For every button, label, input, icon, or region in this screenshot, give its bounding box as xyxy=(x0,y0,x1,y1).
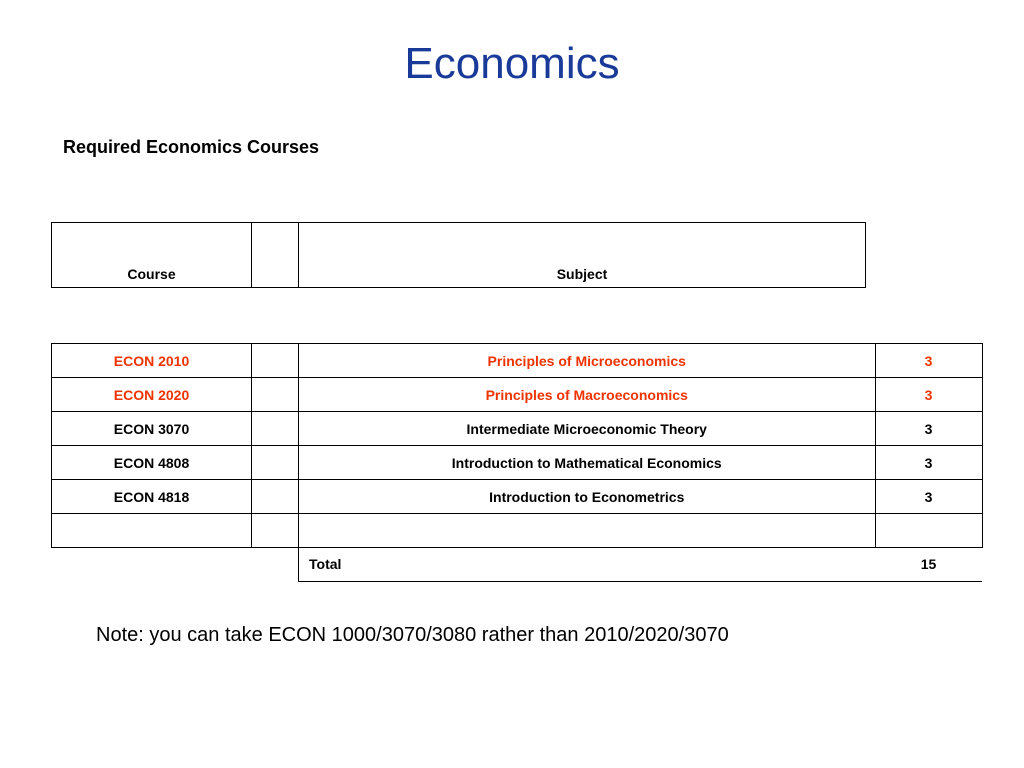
header-course: Course xyxy=(52,223,252,288)
table-row xyxy=(52,378,983,412)
total-value: 15 xyxy=(875,548,982,582)
table-row xyxy=(52,412,983,446)
course-blank xyxy=(252,412,299,446)
course-blank xyxy=(252,480,299,514)
course-code: ECON 2020 xyxy=(52,378,252,412)
course-blank xyxy=(252,344,299,378)
course-code xyxy=(52,514,252,548)
table-row xyxy=(52,514,983,548)
courses-table xyxy=(51,343,983,582)
header-blank xyxy=(252,223,299,288)
course-subject: Principles of Macroeconomics xyxy=(299,378,876,412)
course-code: ECON 2010 xyxy=(52,344,252,378)
course-subject: Principles of Microeconomics xyxy=(299,344,876,378)
table-row xyxy=(52,446,983,480)
course-credits: 3 xyxy=(875,480,982,514)
total-label: Total xyxy=(299,548,876,582)
course-code: ECON 4808 xyxy=(52,446,252,480)
course-code: ECON 4818 xyxy=(52,480,252,514)
course-subject xyxy=(299,514,876,548)
course-credits: 3 xyxy=(875,446,982,480)
section-subtitle: Required Economics Courses xyxy=(63,137,320,157)
course-blank xyxy=(252,446,299,480)
slide-title: Economics xyxy=(404,39,620,88)
header-row xyxy=(52,223,866,288)
course-credits: 3 xyxy=(875,378,982,412)
table-row xyxy=(52,480,983,514)
course-code: ECON 3070 xyxy=(52,412,252,446)
course-credits: 3 xyxy=(875,412,982,446)
table-row xyxy=(52,344,983,378)
course-rows xyxy=(52,344,983,582)
course-subject: Intermediate Microeconomic Theory xyxy=(299,412,876,446)
total-spacer xyxy=(52,548,299,582)
course-subject: Introduction to Econometrics xyxy=(299,480,876,514)
course-credits xyxy=(875,514,982,548)
course-blank xyxy=(252,514,299,548)
total-row xyxy=(52,548,983,582)
course-subject: Introduction to Mathematical Economics xyxy=(299,446,876,480)
course-blank xyxy=(252,378,299,412)
header-table xyxy=(51,222,866,288)
note-text: Note: you can take ECON 1000/3070/3080 rather than 2010/2020/3070 xyxy=(96,624,729,646)
header-subject: Subject xyxy=(299,223,866,288)
course-credits: 3 xyxy=(875,344,982,378)
